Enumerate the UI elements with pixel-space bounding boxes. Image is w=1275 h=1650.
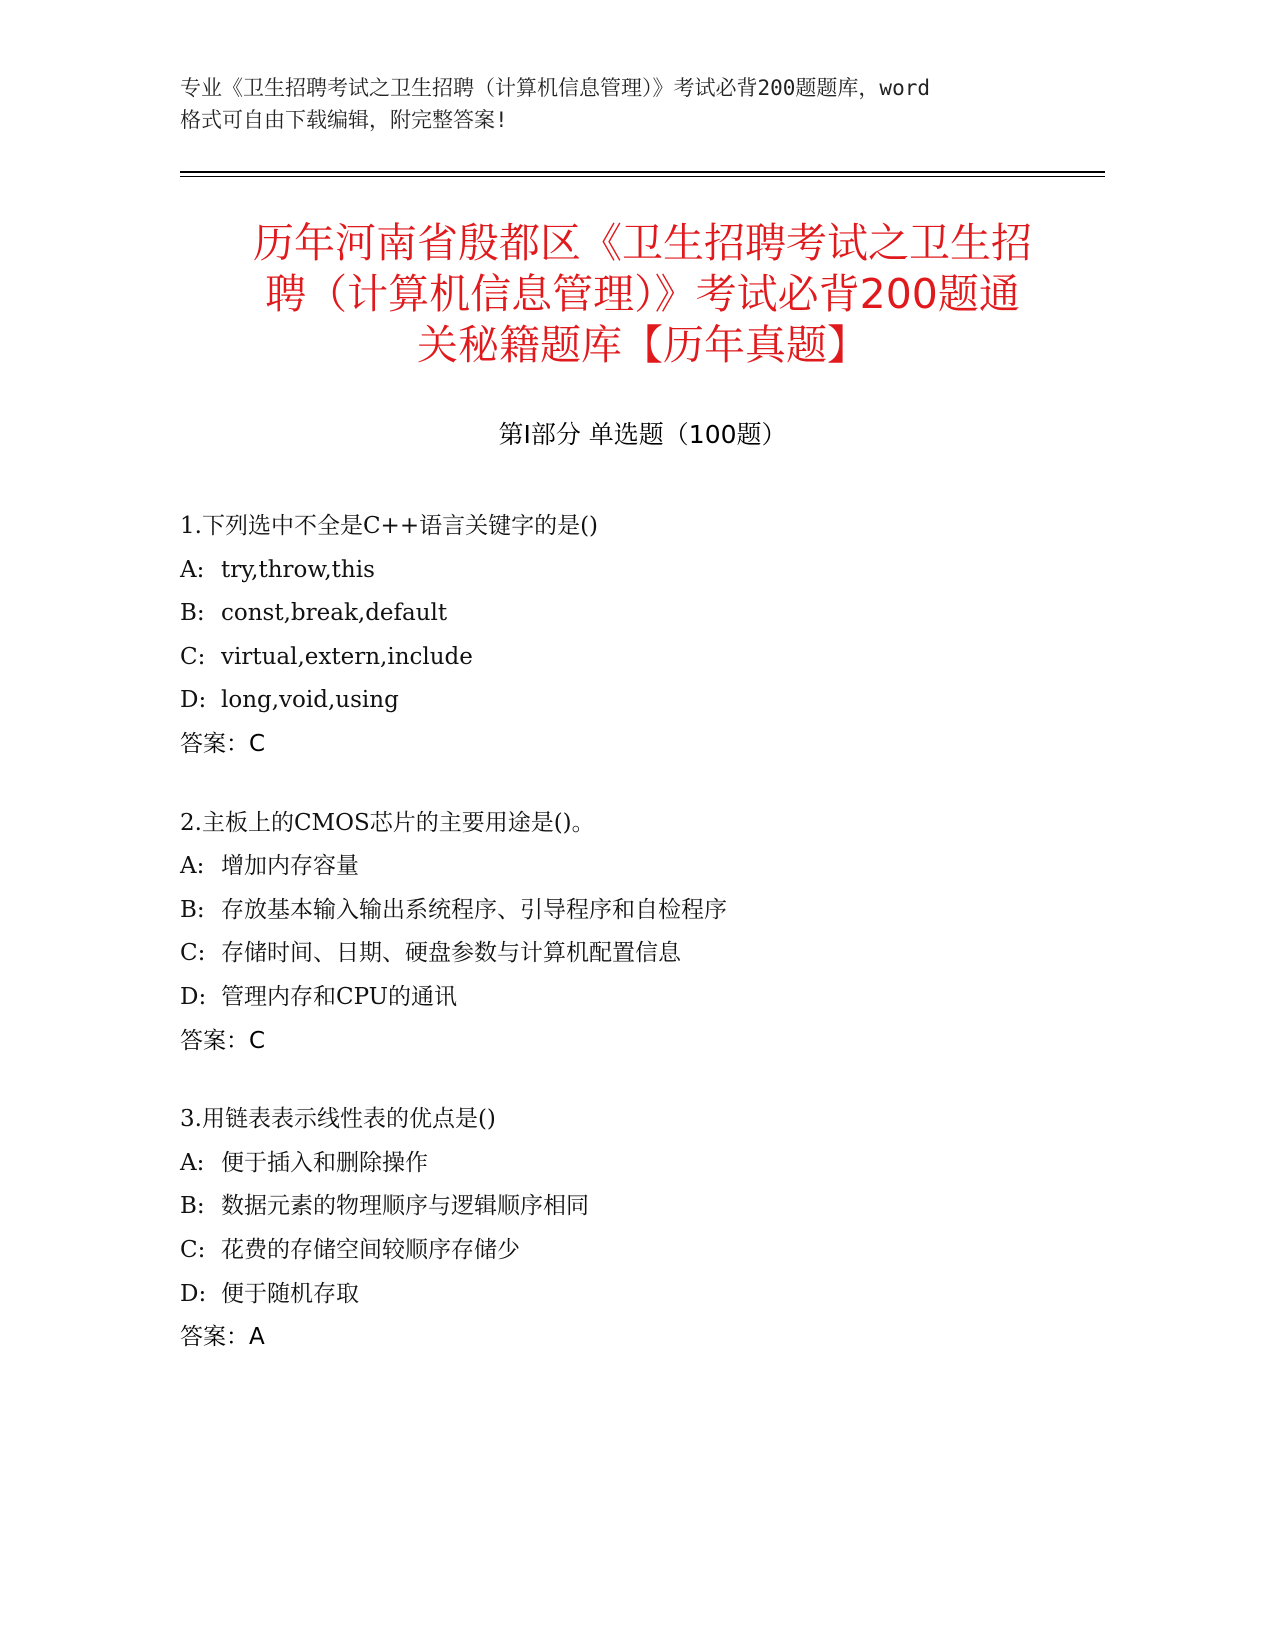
- option-letter: B:: [180, 1193, 205, 1220]
- option-text: 存储时间、日期、硬盘参数与计算机配置信息: [221, 940, 681, 967]
- option-letter: B:: [180, 600, 205, 627]
- option-b: [180, 889, 1105, 933]
- option-text: const,break,default: [221, 600, 448, 627]
- question-3: [180, 1098, 1105, 1360]
- header-rule-thin: [180, 176, 1105, 177]
- option-a: [180, 549, 1105, 593]
- option-letter: C:: [180, 643, 206, 670]
- option-text: try,throw,this: [221, 556, 375, 583]
- question-stem: 3.用链表表示线性表的优点是(): [180, 1106, 496, 1133]
- option-text: virtual,extern,include: [221, 643, 473, 670]
- option-c: [180, 1229, 1105, 1273]
- option-letter: D:: [180, 687, 207, 714]
- header-note-line-1: 专业《卫生招聘考试之卫生招聘（计算机信息管理）》考试必背200题题库，word: [180, 76, 930, 100]
- question-stem: 1.下列选中不全是C++语言关键字的是(): [180, 513, 599, 539]
- option-text: 管理内存和CPU的通讯: [221, 983, 458, 1010]
- document-title: [180, 218, 1105, 371]
- option-a: [180, 1142, 1105, 1186]
- option-text: 增加内存容量: [221, 853, 359, 880]
- answer-line: 答案：C: [180, 1027, 266, 1054]
- option-text: 便于随机存取: [221, 1280, 359, 1307]
- question-stem: 2.主板上的CMOS芯片的主要用途是()。: [180, 809, 595, 836]
- option-b: [180, 592, 1105, 636]
- option-b: [180, 1185, 1105, 1229]
- option-text: 花费的存储空间较顺序存储少: [221, 1236, 520, 1263]
- header-rule-thick: [180, 171, 1105, 173]
- option-letter: D:: [180, 1280, 207, 1307]
- header-note-line-2: 格式可自由下载编辑，附完整答案!: [180, 108, 508, 132]
- option-c: [180, 932, 1105, 976]
- answer-line: 答案：A: [180, 1324, 265, 1351]
- option-letter: D:: [180, 983, 207, 1010]
- option-c: [180, 636, 1105, 680]
- question-2: [180, 802, 1105, 1064]
- option-letter: C:: [180, 1236, 206, 1263]
- option-d: [180, 679, 1105, 723]
- document-title-line-2: 聘（计算机信息管理）》考试必背200题通: [265, 270, 1020, 318]
- answer-line: 答案：C: [180, 730, 266, 757]
- option-d: [180, 976, 1105, 1020]
- question-list: [180, 505, 1105, 1395]
- option-d: [180, 1273, 1105, 1317]
- option-letter: B:: [180, 896, 205, 923]
- option-letter: A:: [180, 556, 205, 583]
- question-1: [180, 505, 1105, 767]
- option-text: long,void,using: [221, 687, 399, 714]
- option-letter: C:: [180, 940, 206, 967]
- option-letter: A:: [180, 1149, 205, 1176]
- option-letter: A:: [180, 853, 205, 880]
- document-title-line-1: 历年河南省殷都区《卫生招聘考试之卫生招: [253, 219, 1032, 267]
- option-text: 存放基本输入输出系统程序、引导程序和自检程序: [221, 896, 727, 923]
- section-title: 第Ⅰ部分 单选题（100题）: [498, 420, 787, 449]
- header-note: [180, 72, 1080, 136]
- option-a: [180, 845, 1105, 889]
- option-text: 便于插入和删除操作: [221, 1149, 428, 1176]
- option-text: 数据元素的物理顺序与逻辑顺序相同: [221, 1193, 589, 1220]
- document-title-line-3: 关秘籍题库【历年真题】: [417, 321, 868, 369]
